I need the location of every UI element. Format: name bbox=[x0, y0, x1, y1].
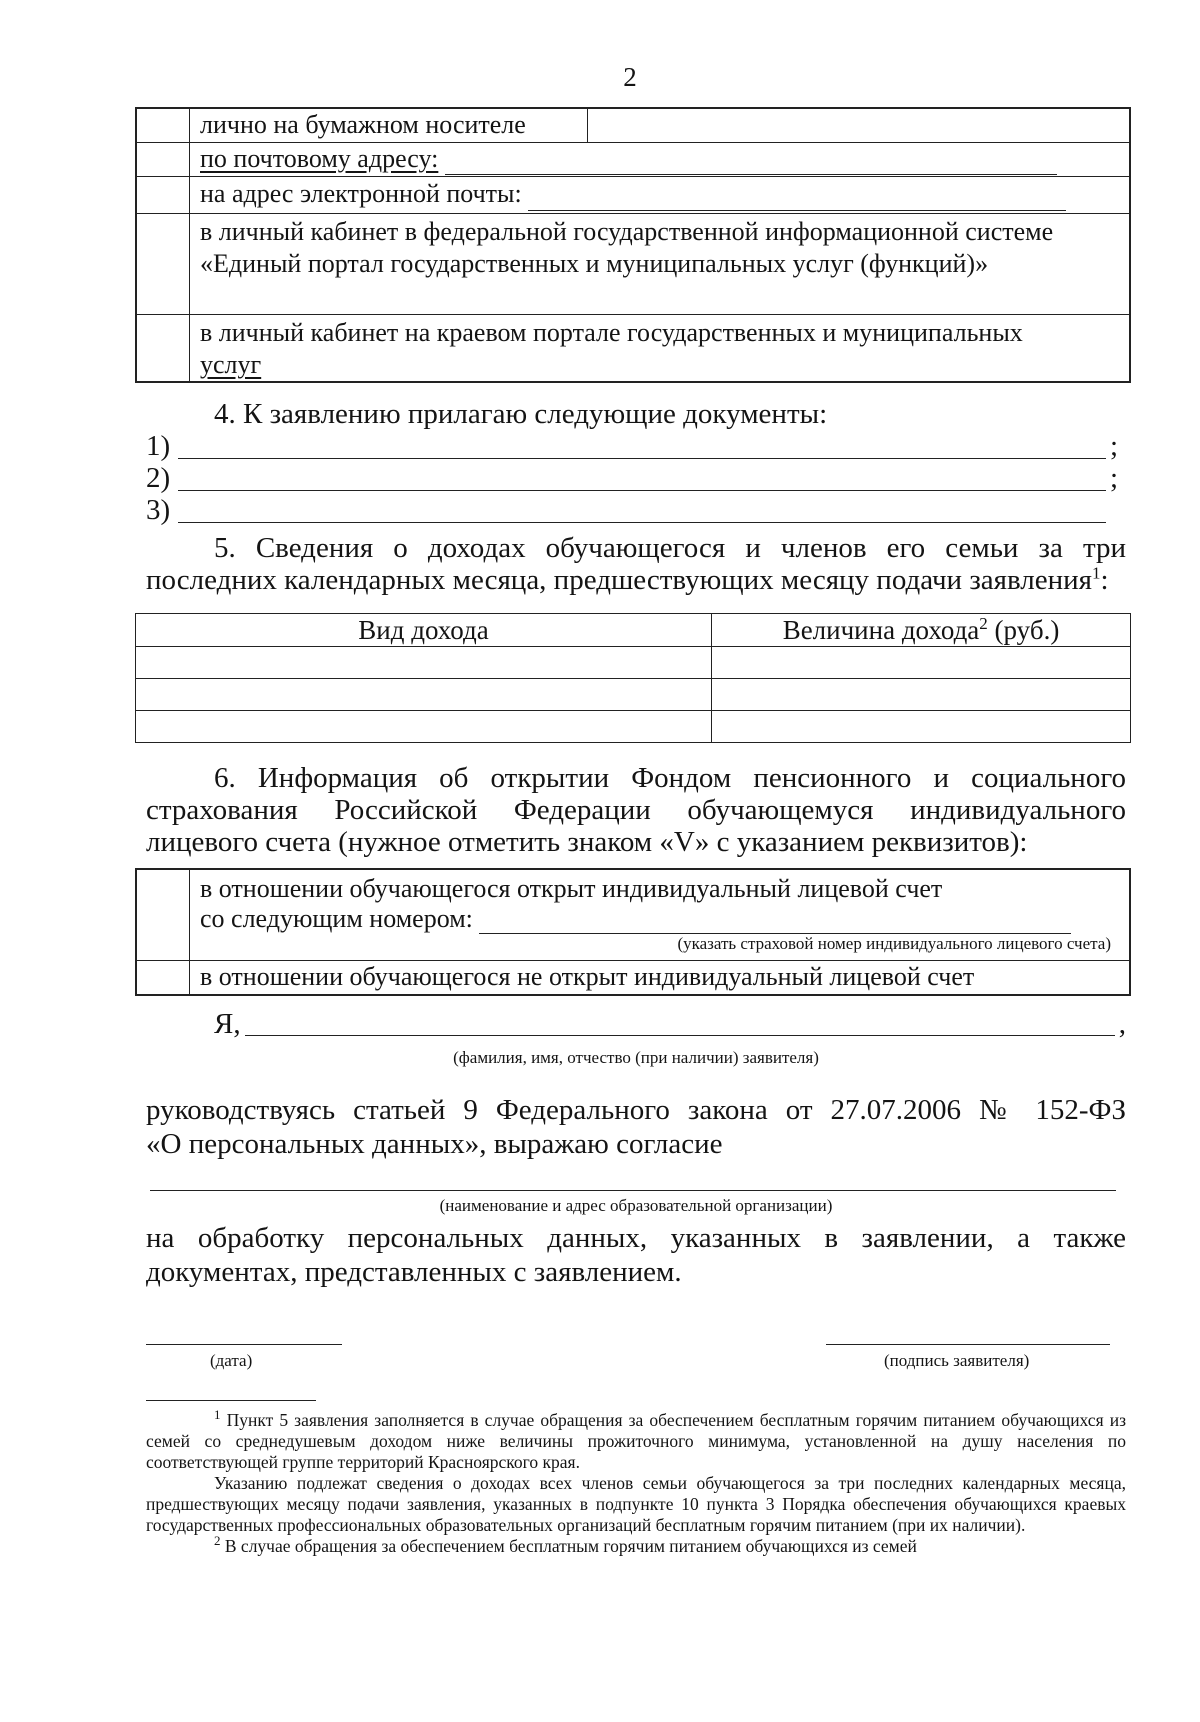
delivery-paper-field[interactable] bbox=[588, 109, 1117, 142]
document-line-number: 2) bbox=[146, 462, 171, 494]
footnote-2-text: В случае обращения за обеспечением бесплатным горячим питанием обучающихся из семей bbox=[220, 1536, 917, 1556]
footnote-1-text: Пункт 5 заявления заполняется в случае обращения за обеспечением бесплатным горячим питанием обучающихся из семей со среднедушевым доходом ниже величины прожиточного минимума, установленной на душу населения по соответствующей группе территорий Красноярского края. bbox=[146, 1410, 1126, 1472]
page-number: 2 bbox=[623, 62, 637, 92]
delivery-checkbox-gosuslugi[interactable] bbox=[137, 214, 190, 314]
delivery-option-label: в личный кабинет на краевом портале государственных и муниципальных bbox=[200, 318, 1023, 347]
document-field-2[interactable] bbox=[178, 464, 1106, 491]
delivery-option-label-cont: услуг bbox=[200, 350, 262, 379]
document-field-1[interactable] bbox=[178, 432, 1106, 459]
table-row bbox=[136, 711, 1131, 743]
applicant-name-caption: (фамилия, имя, отчество (при наличии) заявителя) bbox=[453, 1048, 819, 1067]
footnote-2 bbox=[146, 1533, 1126, 1557]
income-table-header bbox=[136, 614, 1131, 647]
delivery-checkbox-post[interactable] bbox=[137, 143, 190, 176]
delivery-option-label: по почтовому адресу: bbox=[200, 144, 439, 173]
signature-field[interactable] bbox=[826, 1344, 1110, 1345]
applicant-name-line bbox=[214, 1008, 1126, 1041]
footnote-1-para2: Указанию подлежат сведения о доходах всех членов семьи обучающегося за три последних календарных месяца, предшествующих месяцу подачи заявления, указанных в подпункте 10 пункта 3 Порядка обеспечения обучающихся краевых государственных профессиональных образовательных организаций бесплатным горячим питанием (при их наличии). bbox=[146, 1473, 1126, 1535]
account-option-label: в отношении обучающегося открыт индивидуальный лицевой счет bbox=[200, 874, 943, 903]
income-type-cell[interactable] bbox=[136, 711, 712, 743]
document-line-number: 1) bbox=[146, 430, 171, 462]
footnotes bbox=[146, 1407, 1126, 1557]
account-option-not-open bbox=[137, 960, 1129, 994]
delivery-checkbox-paper[interactable] bbox=[137, 109, 190, 142]
income-type-cell[interactable] bbox=[136, 647, 712, 679]
footnote-ref-1: 1 bbox=[1092, 563, 1101, 583]
document-line-separator: ; bbox=[1110, 430, 1119, 462]
account-option-label: в отношении обучающегося не открыт индивидуальный лицевой счет bbox=[200, 962, 975, 991]
document-line-3 bbox=[146, 494, 1126, 527]
consent-line-3: на обработку персональных данных, указанных в заявлении, а также bbox=[146, 1222, 1126, 1254]
income-amount-cell[interactable] bbox=[712, 647, 1131, 679]
delivery-options-table bbox=[135, 107, 1131, 383]
footnote-ref-2: 2 bbox=[979, 613, 988, 633]
organization-caption: (наименование и адрес образовательной организации) bbox=[439, 1196, 833, 1215]
income-amount-header bbox=[712, 614, 1131, 647]
delivery-option-label: на адрес электронной почты: bbox=[200, 179, 522, 208]
organization-field[interactable] bbox=[150, 1190, 1116, 1191]
document-line-separator: ; bbox=[1110, 462, 1119, 494]
document-line-1 bbox=[146, 430, 1126, 463]
email-field[interactable] bbox=[528, 186, 1066, 211]
snils-hint: (указать страховой номер индивидуального лицевого счета) bbox=[677, 934, 1111, 953]
account-checkbox-not-open[interactable] bbox=[137, 961, 190, 994]
delivery-option-paper bbox=[137, 109, 1129, 142]
consent-line-4: документах, представленных с заявлением. bbox=[146, 1256, 682, 1288]
section5-text bbox=[146, 532, 1126, 596]
account-options-table bbox=[135, 868, 1131, 996]
date-caption: (дата) bbox=[210, 1351, 253, 1370]
account-option-number-label: со следующим номером: bbox=[200, 904, 473, 933]
table-row bbox=[136, 679, 1131, 711]
income-amount-cell[interactable] bbox=[712, 711, 1131, 743]
consent-line-2: «О персональных данных», выражаю согласие bbox=[146, 1128, 723, 1160]
income-table bbox=[135, 613, 1131, 743]
account-option-open bbox=[137, 870, 1129, 960]
table-row bbox=[136, 647, 1131, 679]
ya-label: Я, bbox=[214, 1008, 241, 1040]
income-type-header: Вид дохода bbox=[136, 614, 712, 647]
delivery-option-label: лично на бумажном носителе bbox=[200, 109, 588, 142]
delivery-option-gosuslugi bbox=[137, 213, 1129, 314]
income-amount-unit: (руб.) bbox=[987, 614, 1060, 645]
section4-heading: 4. К заявлению прилагаю следующие документы: bbox=[214, 398, 828, 430]
delivery-option-email bbox=[137, 176, 1129, 213]
footnote-1 bbox=[146, 1407, 1126, 1473]
consent-line-1: руководствуясь статьей 9 Федерального закона от 27.07.2006 № 152-ФЗ bbox=[146, 1094, 1126, 1126]
snils-field[interactable] bbox=[479, 909, 1071, 934]
section6-text: 6. Информация об открытии Фондом пенсионного и социального страхования Российской Федерации обучающемуся индивидуального лицевого счета (нужное отметить знаком «V» с указанием реквизитов): bbox=[146, 762, 1126, 858]
income-amount-cell[interactable] bbox=[712, 679, 1131, 711]
date-field[interactable] bbox=[146, 1344, 342, 1345]
footnote-2-mark: 2 bbox=[214, 1533, 221, 1549]
delivery-checkbox-email[interactable] bbox=[137, 177, 190, 213]
postal-address-field[interactable] bbox=[445, 150, 1057, 175]
delivery-option-label: в личный кабинет в федеральной государственной информационной системе «Единый портал государственных и муниципальных услуг (функций)» bbox=[200, 217, 1054, 278]
footnote-divider bbox=[146, 1400, 316, 1401]
delivery-option-post bbox=[137, 142, 1129, 176]
document-line-number: 3) bbox=[146, 494, 171, 526]
income-amount-header-text: Величина дохода bbox=[782, 614, 980, 645]
signature-caption: (подпись заявителя) bbox=[884, 1351, 1030, 1370]
ya-comma: , bbox=[1118, 1008, 1126, 1040]
applicant-name-field[interactable] bbox=[245, 1011, 1115, 1036]
document-line-2 bbox=[146, 462, 1126, 495]
section5-colon: : bbox=[1100, 564, 1109, 596]
footnote-1-mark: 1 bbox=[214, 1407, 221, 1423]
delivery-checkbox-regional-portal[interactable] bbox=[137, 315, 190, 381]
delivery-option-regional-portal bbox=[137, 314, 1129, 381]
account-checkbox-open[interactable] bbox=[137, 870, 190, 960]
income-type-cell[interactable] bbox=[136, 679, 712, 711]
section5-body: 5. Сведения о доходах обучающегося и членов его семьи за три последних календарных месяца, предшествующих месяцу подачи заявления bbox=[146, 532, 1126, 596]
document-field-3[interactable] bbox=[178, 496, 1106, 523]
